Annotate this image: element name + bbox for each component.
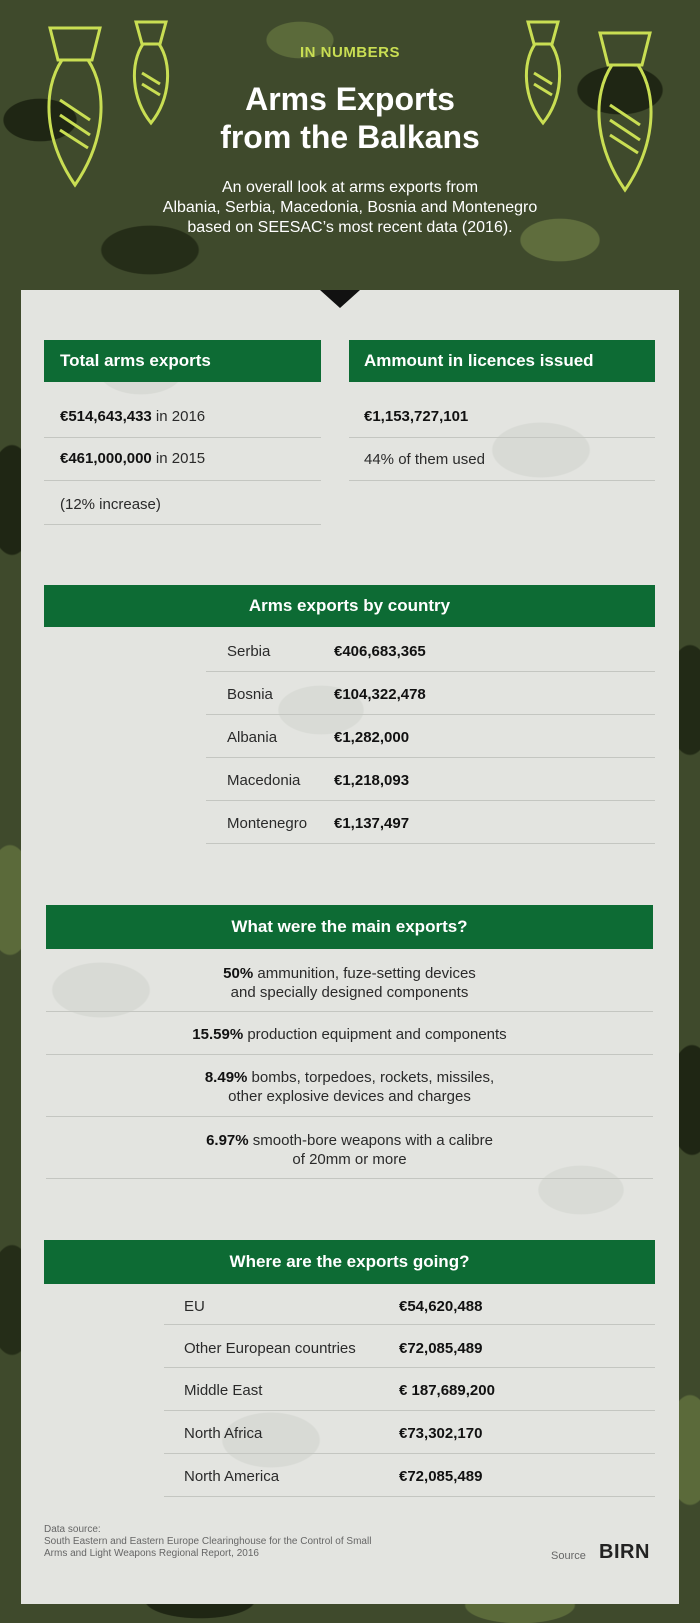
licences-row: 44% of them used <box>364 451 485 468</box>
licences-heading: Ammount in licences issued <box>349 340 655 382</box>
total-exports-row: (12% increase) <box>60 496 161 513</box>
country-value: €1,282,000 <box>334 729 410 746</box>
country-value: €1,137,497 <box>334 815 410 832</box>
main-exports-heading: What were the main exports? <box>46 905 653 949</box>
divider <box>164 1453 655 1454</box>
divider <box>349 480 655 481</box>
destination-label: North Africa <box>184 1425 263 1442</box>
divider <box>46 1011 653 1012</box>
data-source-note: Data source: South Eastern and Eastern Europe Clearinghouse for the Control of Small Arms and Light Weapons Regional Report, 2016 <box>44 1524 372 1559</box>
page-subtitle: An overall look at arms exports from Albania, Serbia, Macedonia, Bosnia and Montenegro based on SEESAC’s most recent data (2016). <box>162 179 538 236</box>
divider <box>206 671 655 672</box>
divider <box>164 1410 655 1411</box>
divider <box>164 1324 655 1325</box>
country-label: Bosnia <box>227 686 273 703</box>
eyebrow-label: IN NUMBERS <box>299 44 400 61</box>
divider <box>46 1178 653 1179</box>
destination-value: €54,620,488 <box>399 1298 483 1315</box>
licences-row: €1,153,727,101 <box>364 408 469 425</box>
total-exports-heading: Total arms exports <box>44 340 321 382</box>
divider <box>44 437 321 438</box>
destination-value: €72,085,489 <box>399 1340 483 1357</box>
main-export-item: 6.97% smooth-bore weapons with a calibre of 20mm or more <box>206 1132 493 1168</box>
country-label: Serbia <box>227 643 271 660</box>
destination-value: €73,302,170 <box>399 1425 483 1442</box>
destination-label: Middle East <box>184 1382 263 1399</box>
divider <box>164 1496 655 1497</box>
main-export-item: 50% ammunition, fuze-setting devices and specially designed components <box>223 965 476 1001</box>
by-country-heading: Arms exports by country <box>44 585 655 627</box>
divider <box>44 480 321 481</box>
country-label: Macedonia <box>227 772 301 789</box>
total-exports-row: €461,000,000 in 2015 <box>60 450 206 467</box>
country-label: Albania <box>227 729 278 746</box>
divider <box>206 757 655 758</box>
divider <box>206 714 655 715</box>
country-value: €1,218,093 <box>334 772 410 789</box>
page-title: Arms Exports from the Balkans <box>220 81 480 155</box>
destination-label: North America <box>184 1468 280 1485</box>
main-export-item: 15.59% production equipment and components <box>192 1026 507 1043</box>
country-label: Montenegro <box>227 815 308 832</box>
divider <box>164 1367 655 1368</box>
divider <box>206 843 655 844</box>
panel-notch <box>320 290 360 308</box>
total-exports-row: €514,643,433 in 2016 <box>60 408 206 425</box>
divider <box>46 1116 653 1117</box>
header <box>0 0 700 290</box>
destination-value: €72,085,489 <box>399 1468 483 1485</box>
destination-value: € 187,689,200 <box>399 1382 495 1399</box>
main-export-item: 8.49% bombs, torpedoes, rockets, missiles, other explosive devices and charges <box>204 1069 495 1105</box>
divider <box>349 437 655 438</box>
divider <box>206 800 655 801</box>
country-value: €406,683,365 <box>334 643 426 660</box>
divider <box>46 1054 653 1055</box>
country-value: €104,322,478 <box>334 686 426 703</box>
destination-label: EU <box>184 1298 205 1315</box>
destinations-heading: Where are the exports going? <box>44 1240 655 1284</box>
birn-logo: BIRN <box>599 1541 650 1563</box>
destination-label: Other European countries <box>184 1340 356 1357</box>
divider <box>44 524 321 525</box>
source-label: Source <box>551 1550 586 1562</box>
